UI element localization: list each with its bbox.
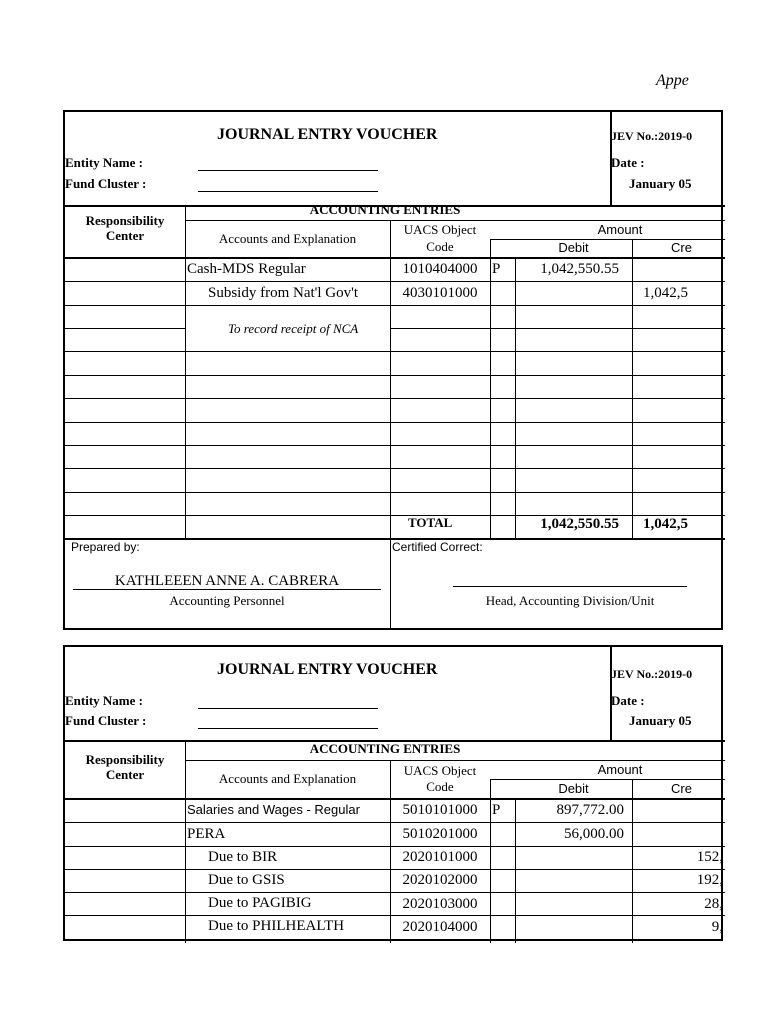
fund-cluster-field <box>198 728 378 729</box>
date-value: January 05 <box>629 176 692 191</box>
entity-name-label: Entity Name : <box>65 693 143 708</box>
entry-account: Due to GSIS <box>208 872 285 888</box>
total-label: TOTAL <box>408 515 453 530</box>
uacs-header-line1: UACS Object <box>403 222 477 237</box>
entry-account: Due to PHILHEALTH <box>208 918 345 934</box>
peso-sign: P <box>492 802 501 818</box>
entry-credit: 152, <box>696 849 723 865</box>
entity-name-field <box>198 708 378 709</box>
accounts-header: Accounts and Explanation <box>218 231 357 246</box>
journal-entry-voucher-1 <box>63 110 723 630</box>
certifier-signature-line <box>453 586 687 587</box>
accounting-entries-header: ACCOUNTING ENTRIES <box>309 741 461 756</box>
fund-cluster-field <box>198 191 378 192</box>
entry-code: 2020104000 <box>402 919 478 935</box>
preparer-name: KATHLEEEN ANNE A. CABRERA <box>114 573 340 589</box>
entry-account: Subsidy from Nat'l Gov't <box>208 285 358 301</box>
journal-entry-voucher-2 <box>63 645 723 941</box>
debit-header: Debit <box>558 781 589 796</box>
fund-cluster-label: Fund Cluster : <box>65 176 147 191</box>
entry-account: Due to PAGIBIG <box>208 895 312 911</box>
voucher-title: JOURNAL ENTRY VOUCHER <box>217 661 438 678</box>
responsibility-center-header: Responsibility Center <box>85 213 165 243</box>
entry-account: PERA <box>187 826 226 842</box>
explanation-text: To record receipt of NCA <box>228 321 359 336</box>
uacs-header-line2: Code <box>426 239 454 254</box>
total-debit: 1,042,550.55 <box>540 516 619 532</box>
entry-credit: 9, <box>711 919 723 935</box>
date-value: January 05 <box>629 713 692 728</box>
uacs-header-line1: UACS Object <box>403 763 477 778</box>
entry-code: 2020102000 <box>402 872 478 888</box>
voucher-title: JOURNAL ENTRY VOUCHER <box>217 126 438 143</box>
entity-name-field <box>198 170 378 171</box>
credit-header: Cre <box>671 240 692 255</box>
preparer-signature-line <box>73 589 381 590</box>
preparer-position: Accounting Personnel <box>169 593 285 608</box>
entry-account: Cash-MDS Regular <box>187 261 306 277</box>
amount-header: Amount <box>597 762 643 777</box>
certified-correct-label: Certified Correct: <box>392 540 483 554</box>
jev-number-label: JEV No.:2019-0 <box>611 129 693 143</box>
accounting-entries-header: ACCOUNTING ENTRIES <box>309 202 461 217</box>
credit-header: Cre <box>671 781 692 796</box>
entry-code: 1010404000 <box>402 261 478 277</box>
jev-number-label: JEV No.:2019-0 <box>611 667 693 681</box>
appendix-label: Appe <box>656 72 689 89</box>
entry-code: 2020103000 <box>402 896 478 912</box>
entry-code: 4030101000 <box>402 285 478 301</box>
entry-account: Due to BIR <box>208 849 278 865</box>
entry-code: 5010201000 <box>402 826 478 842</box>
date-label: Date : <box>611 693 645 708</box>
entry-credit: 28, <box>704 896 723 912</box>
entry-debit: 1,042,550.55 <box>540 261 619 277</box>
certifier-position: Head, Accounting Division/Unit <box>485 593 655 608</box>
entry-debit: 56,000.00 <box>564 826 624 842</box>
uacs-header-line2: Code <box>426 779 454 794</box>
entry-code: 5010101000 <box>402 802 478 818</box>
entry-credit: 1,042,5 <box>643 285 688 301</box>
fund-cluster-label: Fund Cluster : <box>65 713 147 728</box>
responsibility-center-header: Responsibility Center <box>85 752 165 782</box>
date-label: Date : <box>611 155 645 170</box>
peso-sign: P <box>492 261 501 277</box>
entity-name-label: Entity Name : <box>65 155 143 170</box>
prepared-by-label: Prepared by: <box>71 540 140 554</box>
total-credit: 1,042,5 <box>643 516 688 532</box>
entry-credit: 192, <box>696 872 723 888</box>
entry-code: 2020101000 <box>402 849 478 865</box>
accounts-header: Accounts and Explanation <box>218 771 357 786</box>
entry-debit: 897,772.00 <box>556 802 624 818</box>
amount-header: Amount <box>597 222 643 237</box>
debit-header: Debit <box>558 240 589 255</box>
entry-account: Salaries and Wages - Regular <box>187 802 360 817</box>
